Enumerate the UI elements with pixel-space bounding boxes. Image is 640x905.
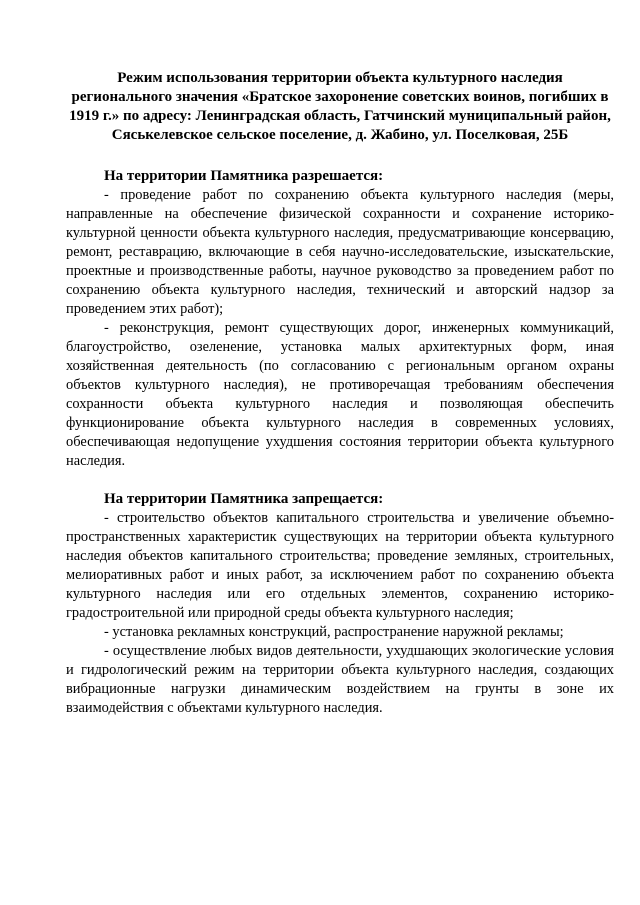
- permitted-item-1: - проведение работ по сохранению объекта культурного наследия (меры, направленные на обеспечение физической сохранности и сохранение историко-культурной ценности объекта культурного наследия, предусматривающие консервацию, ремонт, реставрацию, включающие в себя научно-исследовательские, изыскательские, проектные и производственные работы, научное руководство за проведением работ по сохранению объекта культурного наследия, технический и авторский надзор за проведением этих работ);: [66, 187, 614, 317]
- prohibited-section: [66, 490, 614, 718]
- document-title: Режим использования территории объекта культурного наследия регионального значения «Братское захоронение советских воинов, погибших в 1919 г.» по адресу: Ленинградская область, Гатчинский муниципальный район, Сяськелевское сельское поселение, д. Жабино, ул. Поселковая, 25Б: [69, 70, 611, 143]
- permitted-heading: На территории Памятника разрешается:: [104, 168, 384, 184]
- permitted-item-2: - реконструкция, ремонт существующих дорог, инженерных коммуникаций, благоустройство, озеленение, установка малых архитектурных форм, иная хозяйственная деятельность (по согласованию с региональным органом охраны объектов культурного наследия), не противоречащая требованиям обеспечения сохранности объекта культурного наследия и позволяющая обеспечить функционирование объекта культурного наследия в современных условиях, обеспечивающая недопущение ухудшения состояния территории объекта культурного наследия.: [66, 320, 614, 469]
- prohibited-heading: На территории Памятника запрещается:: [104, 491, 384, 507]
- permitted-section: [66, 167, 614, 471]
- prohibited-item-1: - строительство объектов капитального строительства и увеличение объемно-пространственных характеристик существующих на территории объекта культурного наследия объектов капитального строительства; проведение земляных, строительных, мелиоративных работ и иных работ, за исключением работ по сохранению объекта культурного наследия или его отдельных элементов, сохранению историко-градостроительной или природной среды объекта культурного наследия;: [66, 510, 614, 621]
- prohibited-item-3: - осуществление любых видов деятельности, ухудшающих экологические условия и гидрологический режим на территории объекта культурного наследия, создающих вибрационные нагрузки динамическим воздействием на грунты в зоне их взаимодействия с объектами культурного наследия.: [66, 643, 614, 716]
- prohibited-item-2: - установка рекламных конструкций, распространение наружной рекламы;: [104, 624, 564, 640]
- document-page: [66, 69, 614, 718]
